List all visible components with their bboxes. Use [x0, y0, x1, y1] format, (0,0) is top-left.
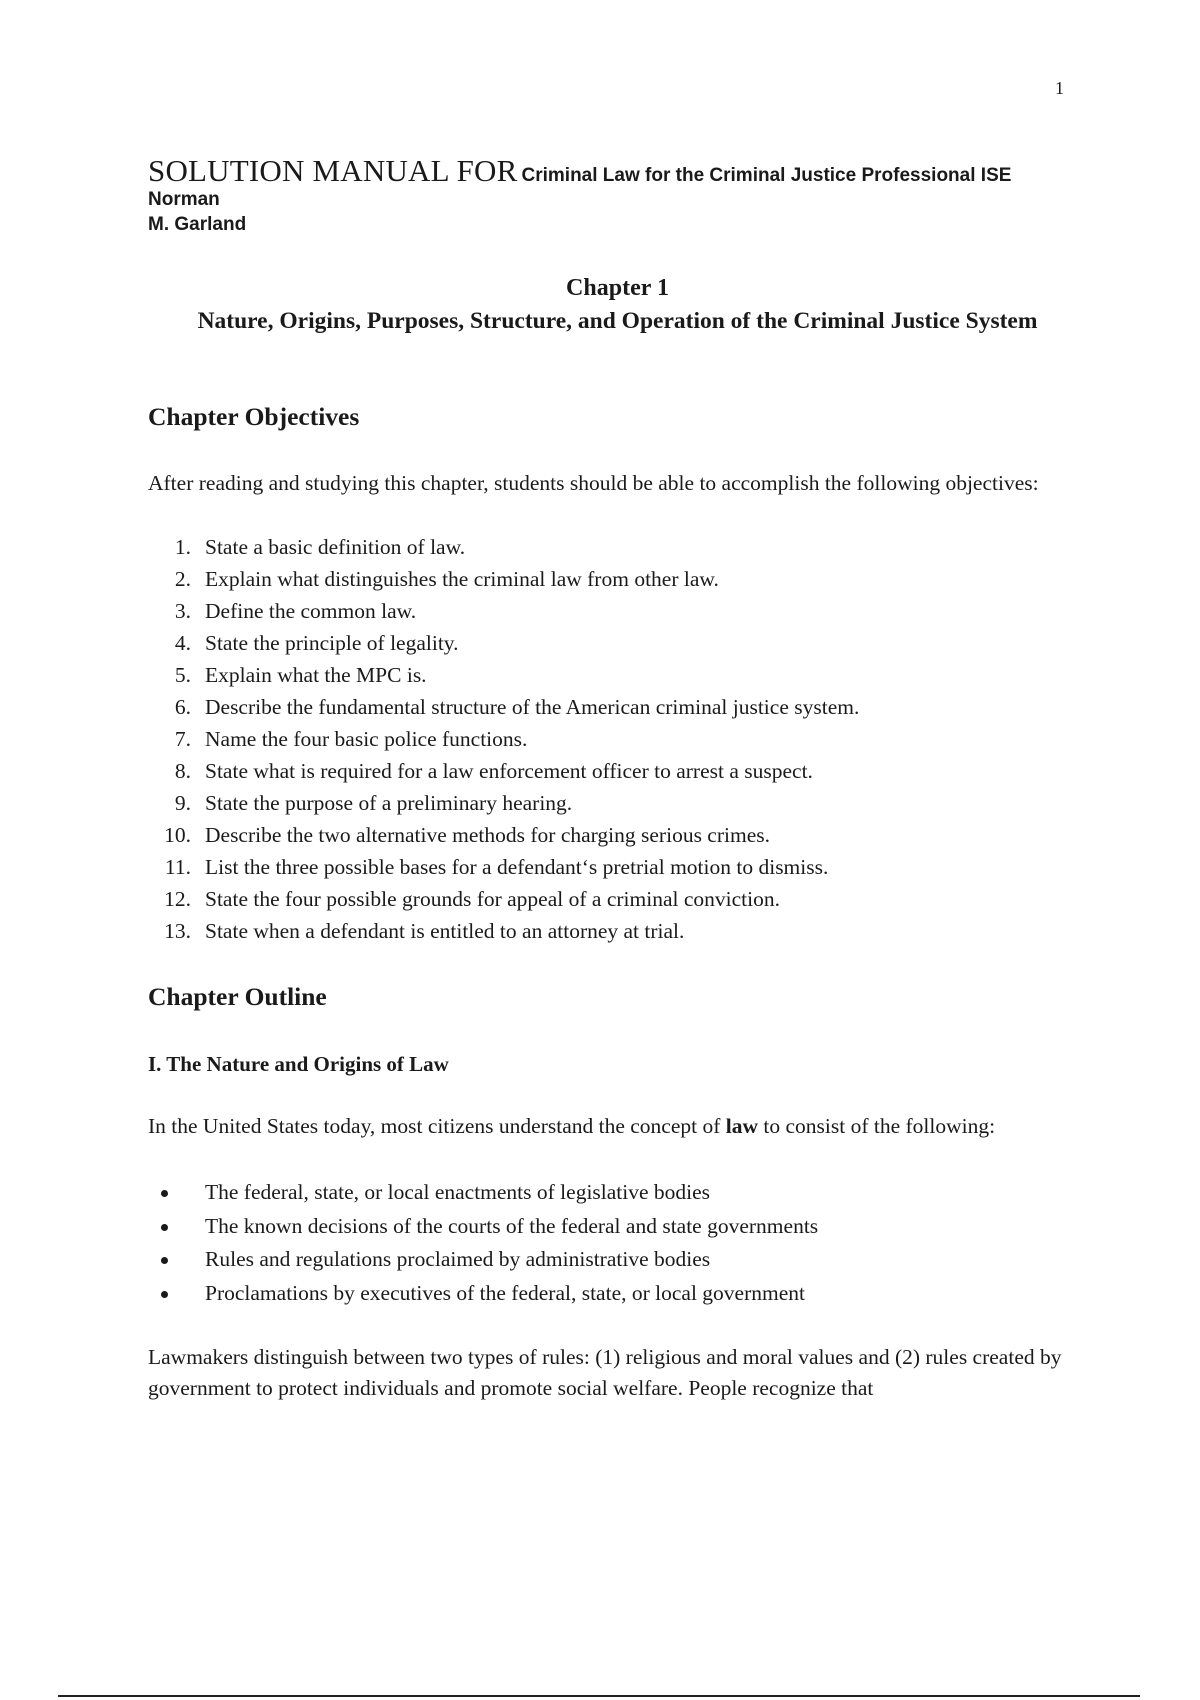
chapter-title: Nature, Origins, Purposes, Structure, and Operation of the Criminal Justice System [197, 308, 1038, 334]
objective-item: 4. State the principle of legality. [174, 631, 459, 655]
chapter-number: Chapter 1 [566, 275, 669, 301]
bullet-icon [161, 1190, 168, 1197]
book-title: Criminal Law for the Criminal Justice Professional ISE Norman [148, 165, 1012, 211]
law-concept-intro: In the United States today, most citizens understand the concept of law to consist of the following: [148, 1114, 996, 1138]
objective-item: 5. Explain what the MPC is. [174, 663, 427, 687]
objective-item: 6. Describe the fundamental structure of the American criminal justice system. [174, 695, 860, 719]
law-sources-list [148, 1176, 818, 1310]
objective-item: 7. Name the four basic police functions. [174, 727, 528, 751]
outline-heading: Chapter Outline [148, 982, 327, 1011]
bullet-icon [161, 1257, 168, 1264]
bullet-icon [161, 1291, 168, 1298]
title-prefix: SOLUTION MANUAL FOR [148, 153, 518, 188]
objectives-heading: Chapter Objectives [148, 402, 360, 431]
objective-item: 12. State the four possible grounds for appeal of a criminal conviction. [164, 887, 780, 911]
objective-item: 11. List the three possible bases for a defendant‘s pretrial motion to dismiss. [164, 855, 829, 879]
law-term: law [725, 1114, 759, 1138]
list-item: The federal, state, or local enactments of legislative bodies [148, 1176, 818, 1210]
outline-section-heading: I. The Nature and Origins of Law [148, 1052, 449, 1076]
list-item: Rules and regulations proclaimed by administrative bodies [148, 1243, 818, 1277]
page-divider [58, 1695, 1140, 1697]
page-number: 1 [1055, 78, 1064, 98]
objective-item: 9. State the purpose of a preliminary hearing. [174, 791, 573, 815]
bullet-icon [161, 1224, 168, 1231]
document-title [148, 152, 1088, 237]
objectives-list [148, 531, 859, 947]
objectives-intro: After reading and studying this chapter, students should be able to accomplish the following objectives: [148, 471, 1039, 495]
objective-item: 10. Describe the two alternative methods for charging serious crimes. [164, 823, 770, 847]
objective-item: 13. State when a defendant is entitled to an attorney at trial. [164, 919, 685, 943]
objective-item: 8. State what is required for a law enforcement officer to arrest a suspect. [174, 759, 813, 783]
rules-paragraph: Lawmakers distinguish between two types of rules: (1) religious and moral values and (2) rules created by government to protect individuals and promote social welfare. People recognize that [148, 1345, 1062, 1400]
author-name: M. Garland [148, 213, 247, 235]
objective-item: 1. State a basic definition of law. [174, 535, 466, 559]
objective-item: 3. Define the common law. [174, 599, 417, 623]
list-item: Proclamations by executives of the federal, state, or local government [148, 1277, 818, 1311]
objective-item: 2. Explain what distinguishes the criminal law from other law. [174, 567, 719, 591]
list-item: The known decisions of the courts of the federal and state governments [148, 1210, 818, 1244]
